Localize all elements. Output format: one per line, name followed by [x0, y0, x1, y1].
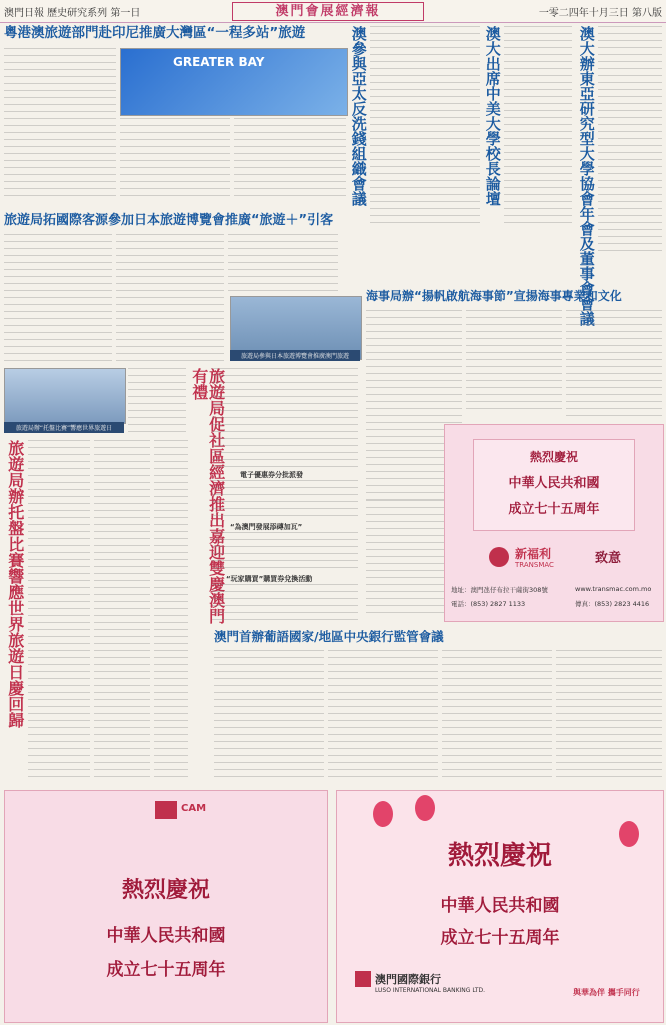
article-8-sub1: 電子優惠券分批派發	[240, 471, 303, 479]
article-7-body-c	[128, 368, 186, 438]
article-9-body-b	[328, 650, 438, 782]
article-5-body-a	[4, 234, 112, 362]
bank-brand: 澳門國際銀行	[375, 973, 441, 986]
article-8-sub2: “為澳門發展添磚加瓦”	[230, 523, 303, 531]
article-8-body-c	[212, 480, 358, 520]
bank-brand-en: LUSO INTERNATIONAL BANKING LTD.	[375, 987, 486, 994]
article-7-photo-caption: 旅遊局辦“托盤比賽”響應世界旅遊日	[4, 422, 124, 433]
article-1-photo-text: GREATER BAY	[173, 55, 265, 69]
page-header	[0, 0, 666, 23]
transmac-line2: 中華人民共和國	[508, 476, 600, 491]
article-7-body-a	[28, 440, 90, 780]
article-4-title: 澳大辦東亞研究型大學協會年會及董事會會議	[577, 26, 596, 326]
article-8-sub3: “玩家購買”購買券兌換活動	[226, 575, 313, 583]
bank-ad	[336, 790, 664, 1023]
bank-line1: 熱烈慶祝	[447, 841, 552, 871]
transmac-line1: 熱烈慶祝	[529, 450, 578, 464]
article-3-title: 澳大出席中美大學校長論壇	[483, 26, 502, 206]
lantern-icon	[415, 795, 435, 821]
article-9-body-a	[214, 650, 324, 782]
article-6-body-b	[466, 310, 562, 410]
article-8-body-d	[212, 532, 358, 572]
transmac-ad-panel	[473, 439, 635, 531]
article-8-title: 旅遊局促社區經濟推出嘉迎雙慶澳門有禮	[189, 368, 226, 624]
header-right: 一零二四年十月三日 第八版	[538, 8, 662, 19]
article-7-photo	[4, 368, 126, 424]
article-6-body-c	[566, 310, 662, 420]
cam-line1: 熱烈慶祝	[121, 877, 210, 903]
transmac-brand-en: TRANSMAC	[515, 561, 554, 569]
article-1-title: 粵港澳旅遊部門赴印尼推廣大灣區“一程多站”旅遊	[4, 25, 306, 41]
article-2-title: 澳參與亞太反洗錢組織會議	[349, 26, 368, 206]
cam-ad	[4, 790, 328, 1023]
transmac-logo-icon	[489, 547, 509, 567]
article-5-photo-caption: 旅遊局參與日本旅遊博覽會推廣澳門旅遊	[230, 350, 360, 361]
transmac-web: www.transmac.com.mo	[575, 585, 652, 593]
article-1-body-c	[234, 118, 346, 198]
masthead: 澳門會展經濟報	[232, 2, 424, 21]
header-left: 澳門日報 歷史研究系列 第一日	[4, 8, 141, 19]
article-7-body-b	[94, 440, 150, 780]
article-2-body	[370, 26, 480, 226]
cam-line2: 中華人民共和國	[106, 926, 226, 946]
transmac-fax: 傳真：(853) 2823 4416	[575, 600, 650, 608]
article-8-body-a	[154, 440, 188, 780]
article-8-body-b	[212, 368, 358, 468]
bank-logo-icon	[355, 971, 371, 987]
article-9-body-c	[442, 650, 552, 782]
transmac-line3: 成立七十五周年	[508, 502, 600, 517]
transmac-ad	[444, 424, 664, 622]
transmac-brand: 新福利	[515, 547, 552, 561]
article-5-body-b	[116, 234, 224, 362]
article-5-body-c	[228, 234, 338, 294]
article-1-body	[4, 48, 116, 196]
article-3-body	[504, 26, 572, 226]
article-6-title: 海事局辦“揚帆啟航海事節”宣揚海事專業和文化	[366, 289, 622, 303]
article-1-body-b	[120, 118, 230, 198]
article-8-body-e	[212, 584, 358, 620]
bank-slogan: 與華為伴 攜手同行	[573, 988, 640, 997]
cam-logo-icon	[155, 801, 177, 819]
cam-line3: 成立七十五周年	[106, 960, 226, 980]
bank-line3: 成立七十五周年	[440, 928, 560, 948]
article-1-photo	[120, 48, 348, 116]
transmac-addr: 地址：澳門氹仔布拉干薩街308號	[451, 586, 548, 594]
transmac-tel: 電話：(853) 2827 1133	[451, 600, 526, 608]
lantern-icon	[373, 801, 393, 827]
article-9-body-d	[556, 650, 662, 782]
article-9-title: 澳門首辦葡語國家/地區中央銀行監管會議	[214, 629, 444, 644]
bank-line2: 中華人民共和國	[440, 896, 560, 916]
article-5-title: 旅遊局拓國際客源參加日本旅遊博覽會推廣“旅遊＋”引客	[4, 213, 334, 228]
article-7-title: 旅遊局辦托盤比賽響應世界旅遊日慶回歸	[5, 440, 25, 728]
cam-brand: CAM	[181, 803, 207, 814]
transmac-greet: 致意	[595, 551, 622, 566]
article-4-body	[598, 26, 662, 256]
